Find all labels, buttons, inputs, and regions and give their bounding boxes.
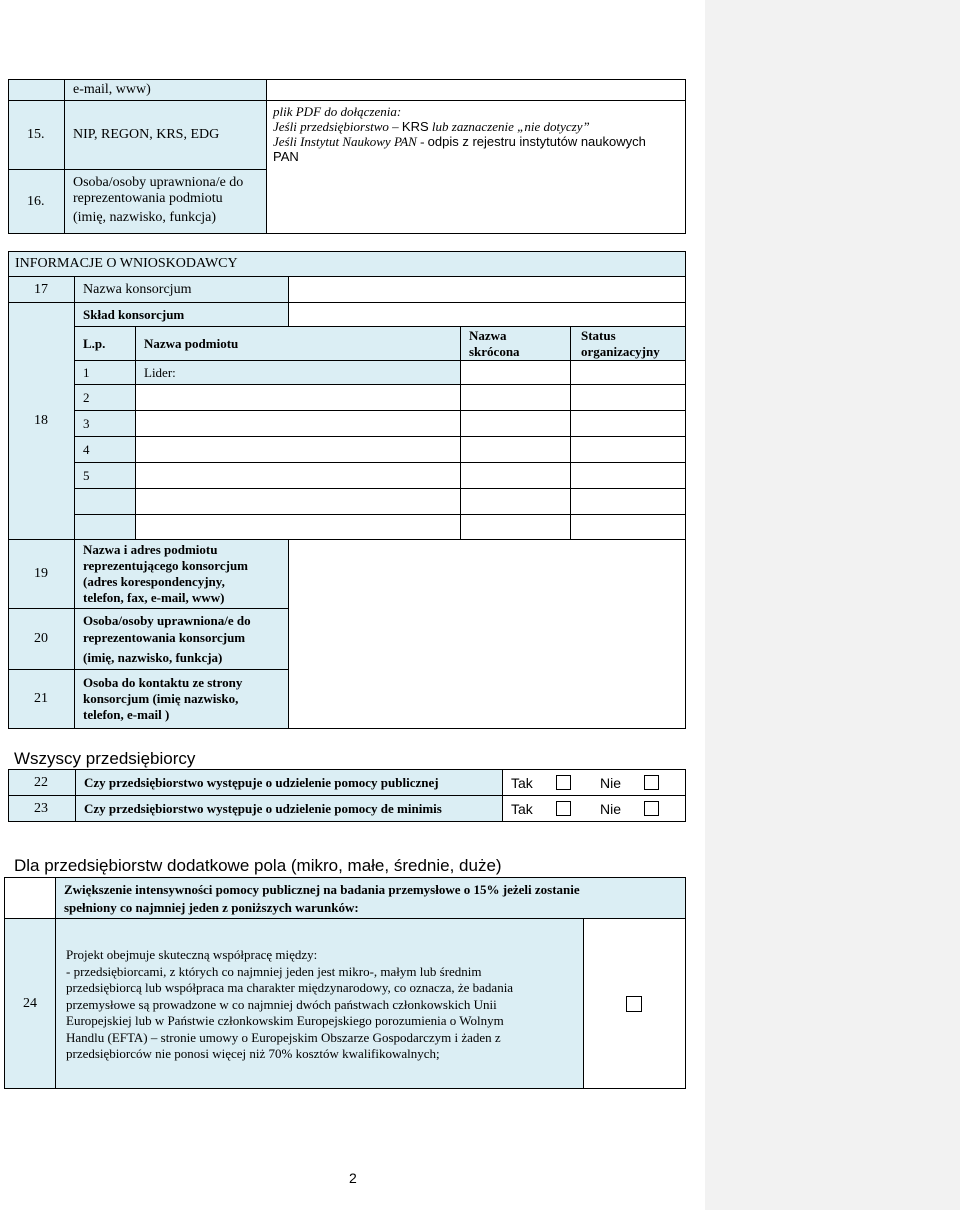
member-short-name-field[interactable]	[460, 436, 571, 463]
row17-label: Nazwa konsorcjum	[74, 276, 289, 303]
q22-no-checkbox[interactable]	[644, 775, 659, 790]
composition-empty-cell	[288, 302, 686, 327]
member-number: 2	[74, 384, 136, 411]
member-short-name-field[interactable]	[460, 360, 571, 385]
member-name-field[interactable]	[135, 462, 461, 489]
member-name-field[interactable]	[135, 410, 461, 437]
member-name-field[interactable]	[135, 436, 461, 463]
note-line: plik PDF do dołączenia:	[273, 104, 402, 119]
member-extra-number	[74, 488, 136, 515]
member-extra-number	[74, 514, 136, 540]
q22-yes-checkbox[interactable]	[556, 775, 571, 790]
consortium-name-field[interactable]	[288, 276, 686, 303]
q23-question: Czy przedsiębiorstwo występuje o udzielenie pomocy de minimis	[75, 795, 503, 822]
row24-top-num-cell	[4, 877, 56, 919]
row15-number: 15.	[8, 100, 65, 170]
q23-yes-checkbox[interactable]	[556, 801, 571, 816]
member-number: 1	[74, 360, 136, 385]
pdf-attachment-note[interactable]	[266, 100, 686, 234]
col-status-line: Status	[581, 328, 616, 343]
q23-yes-label: Tak	[511, 801, 533, 817]
condition-line: przedsiębiorcą lub współpraca ma charakter międzynarodowy, co oznacza, że badania	[66, 980, 514, 995]
representative-info-field[interactable]	[288, 539, 686, 729]
row16-label-line: reprezentowania podmiotu	[73, 191, 223, 206]
applicant-info-heading: INFORMACJE O WNIOSKODAWCY	[8, 251, 686, 277]
row24-number: 24	[4, 918, 56, 1089]
row21-line: telefon, e-mail )	[83, 707, 170, 722]
row17-number: 17	[8, 276, 75, 303]
col-lp-header: L.p.	[74, 326, 136, 361]
q22-no-label: Nie	[600, 775, 622, 791]
member-status-field[interactable]	[570, 360, 686, 385]
condition-line: przemysłowe są prowadzone w co najmniej dwóch państwach członkowskich Unii	[66, 996, 497, 1012]
row21-label	[74, 669, 289, 729]
comment-margin	[705, 0, 960, 1210]
col-status-header	[570, 326, 686, 361]
col-status-line: organizacyjny	[581, 344, 660, 359]
row-email-num-cell	[8, 79, 65, 101]
note-line: PAN	[273, 149, 299, 164]
condition-line: Handlu (EFTA) – stronie umowy o Europejskim Obszarze Gospodarczym i żaden z	[66, 1029, 501, 1045]
row16-number: 16.	[8, 169, 65, 234]
intensity-heading-line: spełniony co najmniej jeden z poniższych warunków:	[64, 900, 359, 915]
condition-line: przedsiębiorców nie ponosi więcej niż 70% kosztów kwalifikowalnych;	[66, 1046, 440, 1061]
condition-line: Europejskiej lub w Państwie członkowskim Europejskiego porozumienia o Wolnym	[66, 1013, 504, 1028]
row19-line: telefon, fax, e-mail, www)	[83, 590, 225, 605]
row19-label	[74, 539, 289, 609]
q22-yes-label: Tak	[511, 775, 533, 791]
condition-line: - przedsiębiorcami, z których co najmniej jeden jest mikro-, małym lub średnim	[66, 963, 482, 979]
row16-label-line: (imię, nazwisko, funkcja)	[73, 210, 217, 225]
member-number: 3	[74, 410, 136, 437]
col-short-name-header	[460, 326, 571, 361]
intensity-heading-line: Zwiększenie intensywności pomocy publicznej na badania przemysłowe o 15% jeżeli zostanie	[64, 882, 580, 897]
consortium-composition-label: Skład konsorcjum	[74, 302, 289, 327]
row21-line: konsorcjum (imię nazwisko,	[83, 691, 239, 706]
q22-question: Czy przedsiębiorstwo występuje o udzielenie pomocy publicznej	[75, 769, 503, 796]
row-email-value[interactable]	[266, 79, 686, 101]
row20-line: reprezentowania konsorcjum	[83, 630, 246, 645]
row16-label	[64, 169, 267, 234]
cooperation-checkbox[interactable]	[626, 996, 642, 1012]
member-short-name-field[interactable]	[460, 384, 571, 411]
row24-checkbox-cell	[583, 918, 686, 1089]
row16-label-line: Osoba/osoby uprawniona/e do	[73, 175, 244, 190]
q23-answer-cell	[502, 795, 686, 822]
member-extra-name-field[interactable]	[135, 488, 461, 515]
q22-answer-cell	[502, 769, 686, 796]
extra-fields-heading: Dla przedsiębiorstw dodatkowe pola (mikro, małe, średnie, duże)	[14, 856, 502, 875]
all-enterprises-heading: Wszyscy przedsiębiorcy	[14, 749, 196, 768]
row20-number: 20	[8, 608, 75, 670]
member-extra-status-field[interactable]	[570, 488, 686, 515]
member-status-field[interactable]	[570, 410, 686, 437]
member-short-name-field[interactable]	[460, 462, 571, 489]
row20-line: Osoba/osoby uprawniona/e do	[83, 613, 251, 628]
row15-label: NIP, REGON, KRS, EDG	[64, 100, 267, 170]
row19-number: 19	[8, 539, 75, 609]
member-status-field[interactable]	[570, 462, 686, 489]
member-extra-name-field[interactable]	[135, 514, 461, 540]
member-status-field[interactable]	[570, 436, 686, 463]
col-short-line: Nazwa	[469, 328, 507, 343]
member-short-name-field[interactable]	[460, 410, 571, 437]
member-extra-status-field[interactable]	[570, 514, 686, 540]
row18-number: 18	[8, 302, 75, 540]
row19-line: (adres korespondencyjny,	[83, 574, 225, 589]
q23-number: 23	[8, 795, 76, 822]
member-extra-short-field[interactable]	[460, 514, 571, 540]
note-line: Jeśli Instytut Naukowy PAN - odpis z rejestru instytutów naukowych	[273, 134, 646, 149]
condition-line: Projekt obejmuje skuteczną współpracę między:	[66, 947, 318, 962]
q22-number: 22	[8, 769, 76, 796]
row20-label	[74, 608, 289, 670]
row19-line: Nazwa i adres podmiotu	[83, 542, 218, 557]
member-number: 5	[74, 462, 136, 489]
q23-no-label: Nie	[600, 801, 622, 817]
row21-number: 21	[8, 669, 75, 729]
note-line: Jeśli przedsiębiorstwo – KRS lub zaznaczenie „nie dotyczy”	[273, 119, 590, 134]
member-name-field[interactable]: Lider:	[135, 360, 461, 385]
col-short-line: skrócona	[469, 344, 520, 359]
intensity-increase-heading	[55, 877, 686, 919]
col-name-header: Nazwa podmiotu	[135, 326, 461, 361]
member-status-field[interactable]	[570, 384, 686, 411]
row20-line: (imię, nazwisko, funkcja)	[83, 650, 223, 665]
q23-no-checkbox[interactable]	[644, 801, 659, 816]
member-name-field[interactable]	[135, 384, 461, 411]
row19-line: reprezentującego konsorcjum	[83, 558, 249, 573]
page-number: 2	[349, 1170, 357, 1186]
row-email-label: e-mail, www)	[64, 79, 267, 101]
row21-line: Osoba do kontaktu ze strony	[83, 675, 243, 690]
member-number: 4	[74, 436, 136, 463]
member-extra-short-field[interactable]	[460, 488, 571, 515]
cooperation-condition-text	[55, 918, 584, 1089]
